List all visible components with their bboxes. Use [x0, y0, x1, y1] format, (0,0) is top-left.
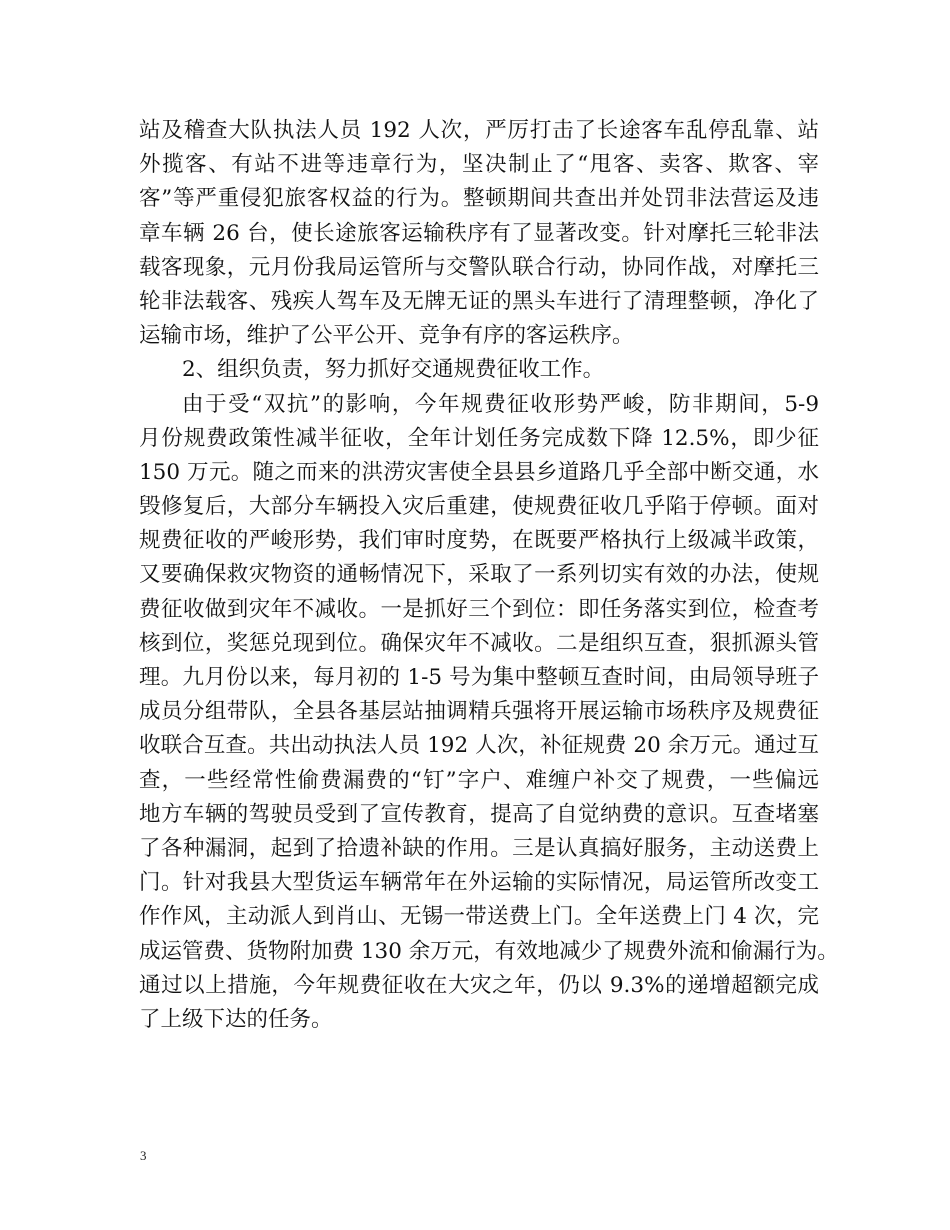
text-line: 外揽客、有站不进等违章行为，坚决制止了“甩客、卖客、欺客、宰 — [139, 152, 819, 178]
text-line: 又要确保救灾物资的通畅情况下，采取了一系列切实有效的办法，使规 — [139, 562, 819, 588]
text-line: 由于受“双抗”的影响，今年规费征收形势严峻，防非期间，5-9 — [182, 391, 819, 417]
text-line: 费征收做到灾年不减收。一是抓好三个到位：即任务落实到位，检查考 — [139, 596, 819, 622]
text-line: 核到位，奖惩兑现到位。确保灾年不减收。二是组织互查，狠抓源头管 — [139, 630, 819, 656]
body-text — [139, 114, 839, 1037]
page-number: 3 — [140, 1148, 147, 1163]
text-line: 查，一些经常性偷费漏费的“钉”字户、难缠户补交了规费，一些偏远 — [139, 767, 819, 793]
text-line: 了上级下达的任务。 — [139, 1006, 333, 1032]
text-line: 作作风，主动派人到肖山、无锡一带送费上门。全年送费上门 4 次，完 — [139, 904, 819, 930]
text-line: 150 万元。随之而来的洪涝灾害使全县县乡道路几乎全部中断交通，水 — [139, 459, 819, 485]
text-line: 毁修复后，大部分车辆投入灾后重建，使规费征收几乎陷于停顿。面对 — [139, 494, 819, 520]
text-line: 站及稽查大队执法人员 192 人次，严厉打击了长途客车乱停乱靠、站 — [139, 118, 819, 143]
text-line: 收联合互查。共出动执法人员 192 人次，补征规费 20 余万元。通过互 — [139, 733, 819, 759]
text-line: 章车辆 26 台，使长途旅客运输秩序有了显著改变。针对摩托三轮非法 — [139, 220, 819, 246]
text-line: 载客现象，元月份我局运管所与交警队联合行动，协同作战，对摩托三 — [139, 254, 819, 280]
text-line: 客”等严重侵犯旅客权益的行为。整顿期间共查出并处罚非法营运及违 — [139, 186, 819, 212]
text-line: 成运管费、货物附加费 130 余万元，有效地减少了规费外流和偷漏行为。 — [139, 938, 839, 964]
text-line: 运输市场，维护了公平公开、竞争有序的客运秩序。 — [139, 323, 634, 349]
text-line: 轮非法载客、残疾人驾车及无牌无证的黑头车进行了清理整顿，净化了 — [139, 288, 819, 314]
text-line: 月份规费政策性减半征收，全年计划任务完成数下降 12.5%，即少征 — [139, 425, 819, 451]
text-line: 2、组织负责，努力抓好交通规费征收工作。 — [182, 357, 605, 383]
text-line: 规费征收的严峻形势，我们审时度势，在既要严格执行上级减半政策， — [139, 528, 819, 554]
text-line: 门。针对我县大型货运车辆常年在外运输的实际情况，局运管所改变工 — [139, 870, 819, 896]
text-line: 地方车辆的驾驶员受到了宣传教育，提高了自觉纳费的意识。互查堵塞 — [139, 801, 819, 827]
text-line: 了各种漏洞，起到了拾遗补缺的作用。三是认真搞好服务，主动送费上 — [139, 835, 819, 861]
text-line: 成员分组带队，全县各基层站抽调精兵强将开展运输市场秩序及规费征 — [139, 699, 819, 725]
text-line: 理。九月份以来，每月初的 1-5 号为集中整顿互查时间，由局领导班子 — [139, 665, 819, 690]
text-line: 通过以上措施，今年规费征收在大灾之年，仍以 9.3%的递增超额完成 — [139, 972, 819, 998]
